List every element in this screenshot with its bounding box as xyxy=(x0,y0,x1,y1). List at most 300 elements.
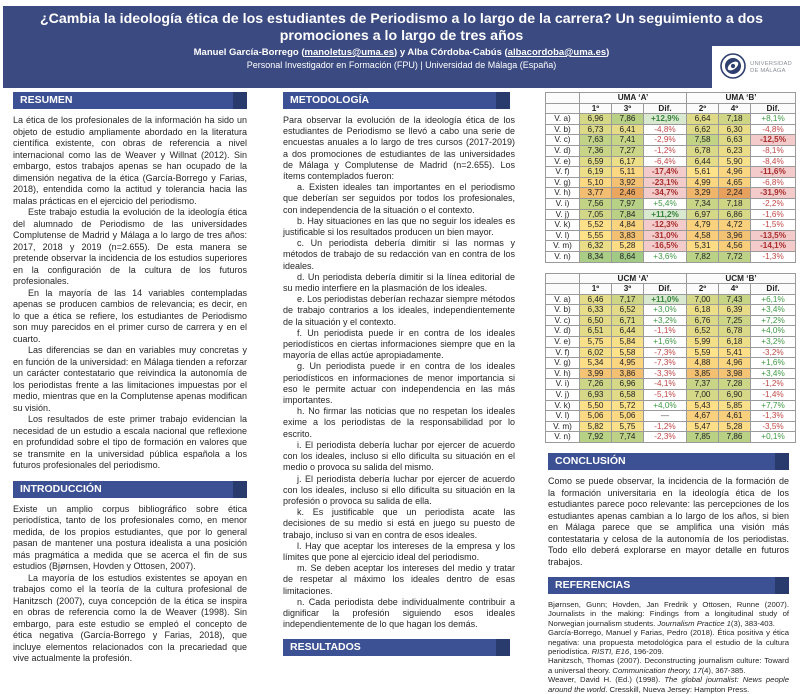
row-label: V. d) xyxy=(546,145,580,156)
table-row xyxy=(546,241,796,252)
table-cell: 7,28 xyxy=(719,379,751,390)
table-cell: 6,32 xyxy=(580,241,612,252)
table-cell: 5,10 xyxy=(580,177,612,188)
table-row xyxy=(546,167,796,178)
table-cell: 7,27 xyxy=(612,145,644,156)
table-cell: -23,1% xyxy=(644,177,687,188)
table-row xyxy=(546,145,796,156)
table-cell: -13,5% xyxy=(751,230,796,241)
table-cell: 7,00 xyxy=(687,390,719,401)
paragraph: e. Los periodistas deberían rechazar siempre métodos de trabajo contrarios a los ideales, independientemente de la situación y el contexto. xyxy=(283,294,515,327)
table-cell: 7,34 xyxy=(687,198,719,209)
table-cell: 6,86 xyxy=(719,209,751,220)
table-cell: 5,43 xyxy=(687,400,719,411)
table-cell: 7,17 xyxy=(612,294,644,305)
table-cell: -34,7% xyxy=(644,188,687,199)
table-cell: -1,2% xyxy=(751,379,796,390)
table-cell: 5,58 xyxy=(612,347,644,358)
introduccion-text xyxy=(13,504,247,665)
paragraph: d. Un periodista debería dimitir si la línea editorial de su medio interfiere en la plasmación de los ideales. xyxy=(283,271,515,294)
university-logo xyxy=(712,46,800,90)
table-cell: 6,41 xyxy=(612,124,644,135)
table-cell: 6,73 xyxy=(580,124,612,135)
row-label: V. k) xyxy=(546,400,580,411)
table-cell: 4,67 xyxy=(687,411,719,422)
table-cell: 5,34 xyxy=(580,358,612,369)
table-cell: 3,96 xyxy=(719,230,751,241)
reference-text: García-Borrego, Manuel y Farias, Pedro (2018). Ética positiva y ética negativa: una propuesta metodológica para el estudio de la cultura periodística. xyxy=(548,628,789,657)
table-cell: 7,63 xyxy=(580,135,612,146)
table-cell: +11,0% xyxy=(644,294,687,305)
paragraph: b. Hay situaciones en las que no seguir los ideales es justificable si los resultados producen un bien mayor. xyxy=(283,215,515,238)
table-cell: 7,43 xyxy=(719,294,751,305)
table-cell: 5,75 xyxy=(612,421,644,432)
table-cell: 6,02 xyxy=(580,347,612,358)
table-cell: +3,4% xyxy=(751,305,796,316)
row-label: V. d) xyxy=(546,326,580,337)
paragraph: g. Un periodista puede ir en contra de los ideales periodísticos en informaciones de menor importancia si eso le permite actuar con independencia en las más importantes. xyxy=(283,361,515,406)
table-row xyxy=(546,230,796,241)
paragraph: l. Hay que aceptar los intereses de la empresa y los límites que pone al ejercicio ideal del periodismo. xyxy=(283,540,515,562)
table-cell: 6,17 xyxy=(612,156,644,167)
table-cell: 5,47 xyxy=(687,421,719,432)
uma-emblem-icon xyxy=(720,53,746,84)
table-cell: 4,65 xyxy=(719,177,751,188)
table-cell: 5,72 xyxy=(612,400,644,411)
table-cell: 5,75 xyxy=(580,337,612,348)
paragraph: k. Es justificable que un periodista acate las decisiones de su medio si está en juego su puesto de trabajo, incluso si van en contra de esos ideales. xyxy=(283,507,515,540)
table-cell: 6,90 xyxy=(719,390,751,401)
ucm-results-table xyxy=(545,273,796,444)
group-header: UMA ‘B’ xyxy=(687,93,796,104)
column-header: Dif. xyxy=(751,284,796,295)
table-row xyxy=(546,198,796,209)
row-label: V. h) xyxy=(546,368,580,379)
row-label: V. b) xyxy=(546,305,580,316)
table-cell: 5,06 xyxy=(612,411,644,422)
table-cell: 7,84 xyxy=(612,209,644,220)
table-row xyxy=(546,337,796,348)
table-cell: 6,58 xyxy=(612,390,644,401)
table-cell: -11,6% xyxy=(751,167,796,178)
section-title: RESULTADOS xyxy=(290,641,361,654)
table-cell: 7,26 xyxy=(580,379,612,390)
column-header: Dif. xyxy=(644,103,687,114)
table-cell: 6,51 xyxy=(580,326,612,337)
row-label: V. a) xyxy=(546,114,580,125)
table-cell: 6,71 xyxy=(612,315,644,326)
table-cell: 7,85 xyxy=(687,432,719,443)
row-label: V. a) xyxy=(546,294,580,305)
table-cell: 7,41 xyxy=(612,135,644,146)
table-cell: 4,96 xyxy=(719,358,751,369)
table-cell: 6,78 xyxy=(719,326,751,337)
table-cell: +6,1% xyxy=(751,294,796,305)
table-cell: -31,0% xyxy=(644,230,687,241)
table-corner-cell xyxy=(546,273,580,284)
table-row xyxy=(546,220,796,231)
byline-text: ) xyxy=(606,47,610,58)
table-cell: +1,6% xyxy=(644,337,687,348)
paragraph: j. El periodista debería luchar por ejercer de acuerdo con los ideales, incluso si ello dificulta su situación en la profesión o provoca su salida de ella. xyxy=(283,473,515,506)
table-cell: -5,1% xyxy=(644,390,687,401)
table-cell: 5,28 xyxy=(612,241,644,252)
metodologia-items xyxy=(283,182,515,630)
header-band xyxy=(3,6,800,88)
paragraph: Como se puede observar, la incidencia de la formación de la formación universitaria en la ideología ética de los estudiantes parece poco relevante: las percepciones de los estudiantes apenas cambian a lo largo de los años, si bien en Málaga parece que se amplifica una visión más contestataria y celosa de la autonomía de los periodistas. Todo ello deberá explorarse en mayor detalle en futuros trabajos. xyxy=(548,476,789,567)
table-cell: 4,61 xyxy=(719,411,751,422)
table-cell: 3,85 xyxy=(687,368,719,379)
table-cell: 6,44 xyxy=(612,326,644,337)
table-cell: 7,86 xyxy=(719,432,751,443)
table-row xyxy=(546,315,796,326)
row-label: V. h) xyxy=(546,188,580,199)
table-row xyxy=(546,156,796,167)
table-cell: 8,34 xyxy=(580,251,612,262)
section-header-metodologia xyxy=(283,92,510,109)
logo-line1: UNIVERSIDAD xyxy=(750,61,792,67)
section-header-resumen xyxy=(13,92,247,109)
table-cell: -1,2% xyxy=(644,145,687,156)
table-cell: 6,23 xyxy=(719,145,751,156)
table-cell: 6,63 xyxy=(719,135,751,146)
authors-line xyxy=(3,47,800,58)
table-row xyxy=(546,135,796,146)
section-title: INTRODUCCIÓN xyxy=(20,482,102,495)
left-column xyxy=(13,92,247,665)
table-cell: 3,29 xyxy=(687,188,719,199)
table-cell: 4,88 xyxy=(687,358,719,369)
table-cell: 7,36 xyxy=(580,145,612,156)
table-cell: +7,7% xyxy=(751,400,796,411)
table-cell: 4,84 xyxy=(612,220,644,231)
table-corner-cell xyxy=(546,103,580,114)
paragraph: La mayoría de los estudios existentes se apoyan en trabajos como el la teoría de la cultura profesional de Hanitzsch (2007), cuya concepción de la ética se inspira en obras de referencia como la de Weaver (1998). Sin embargo, para este estudio se empleó el concepto de ética negativa (García-Borrego y Farias, 2018), que incluye elementos relacionados con la precariedad que vive actualmente la profesión. xyxy=(13,572,247,663)
table-cell: -3,5% xyxy=(751,421,796,432)
column-header: 2º xyxy=(687,103,719,114)
table-cell: 5,99 xyxy=(687,337,719,348)
table-cell: -7,3% xyxy=(644,347,687,358)
table-cell: 6,93 xyxy=(580,390,612,401)
table-cell: 3,86 xyxy=(612,368,644,379)
table-cell: 7,18 xyxy=(719,198,751,209)
table-row xyxy=(546,251,796,262)
table-cell: +8,1% xyxy=(751,114,796,125)
group-header: UMA ‘A’ xyxy=(580,93,687,104)
reference-text: Weaver, David H. (Ed.) (1998). xyxy=(548,675,665,685)
table-row xyxy=(546,326,796,337)
row-label: V. e) xyxy=(546,337,580,348)
table-cell: 6,97 xyxy=(687,209,719,220)
table-row xyxy=(546,411,796,422)
table-cell: +3,0% xyxy=(644,305,687,316)
table-cell: 3,98 xyxy=(719,368,751,379)
reference-entry xyxy=(548,656,789,675)
table-row xyxy=(546,305,796,316)
table-cell: +3,2% xyxy=(644,315,687,326)
table-row xyxy=(546,368,796,379)
group-header: UCM ‘A’ xyxy=(580,273,687,284)
reference-entry xyxy=(548,675,789,694)
table-cell: 7,56 xyxy=(580,198,612,209)
reference-journal: RISTI, E16 xyxy=(591,647,630,657)
row-label: V. m) xyxy=(546,241,580,252)
table-cell: -1,6% xyxy=(751,209,796,220)
table-cell: 6,96 xyxy=(580,114,612,125)
university-logo-text xyxy=(750,61,792,75)
table-cell: -4,8% xyxy=(644,124,687,135)
table-cell: +11,2% xyxy=(644,209,687,220)
reference-text: . Cresskill, Nueva Jersey: Hampton Press. xyxy=(605,684,750,694)
section-header-resultados xyxy=(283,639,510,656)
row-label: V. b) xyxy=(546,124,580,135)
table-cell: 8,64 xyxy=(612,251,644,262)
row-label: V. n) xyxy=(546,251,580,262)
column-header: 4º xyxy=(719,284,751,295)
reference-text: (4), 367-385. xyxy=(701,665,746,675)
affiliation-line: Personal Investigador en Formación (FPU) | Universidad de Málaga (España) xyxy=(246,60,557,70)
section-title: REFERENCIAS xyxy=(555,579,631,591)
table-cell: -1,1% xyxy=(644,326,687,337)
table-cell: -2,9% xyxy=(644,135,687,146)
reference-text: Bjørnsen, Gunn; Hovden, Jan Fredrik y Ottosen, Runne (2007). Journalists in the making: Findings from a longitudinal study of Norwegian journalism students. xyxy=(548,600,789,628)
paragraph: Para observar la evolución de la ideología ética de los estudiantes de Periodismo se llevó a cabo una serie de encuestas anuales a lo largo de tres cursos (2017-2019) a dos promociones de estudiantes de las universidades de Málaga y Complutense de Madrid (n=2.655). Los ítems contemplados fueron: xyxy=(283,115,515,182)
reference-journal: Communication theory, 17 xyxy=(612,665,702,675)
reference-text: , 196-209. xyxy=(629,647,664,657)
table-cell: 5,41 xyxy=(719,347,751,358)
paragraph: n. Cada periodista debe individualmente contribuir a dignificar la profesión siguiendo esos ideales independientemente de lo que hagan los demás. xyxy=(283,596,515,630)
paragraph: i. El periodista debería luchar por ejercer de acuerdo con los ideales, incluso si ello dificulta su situación en el medio o provoca su salida del mismo. xyxy=(283,439,515,473)
table-cell: -8,4% xyxy=(751,156,796,167)
table-cell: -1,3% xyxy=(751,411,796,422)
paragraph: Este trabajo estudia la evolución de la ideología ética del alumnado de Periodismo de las universidades Complutense de Madrid y Málaga a lo largo de tres años: 2017, 2018 y 2019 (n=2.655). De esta manera se pretende observar la incidencia de los estudios superiores en la configuración de la cultura de los futuros profesionales. xyxy=(13,207,247,286)
table-cell: +1,6% xyxy=(751,358,796,369)
table-row xyxy=(546,358,796,369)
table-cell: -2,3% xyxy=(644,432,687,443)
byline-text: Manuel García-Borrego ( xyxy=(193,47,305,58)
table-cell: +3,4% xyxy=(751,368,796,379)
table-cell: 6,33 xyxy=(580,305,612,316)
table-cell: 7,37 xyxy=(687,379,719,390)
table-cell: 3,92 xyxy=(612,177,644,188)
table-cell: 7,86 xyxy=(612,114,644,125)
table-cell: 5,90 xyxy=(719,156,751,167)
reference-text: Hanitzsch, Thomas (2007). Deconstructing journalism culture: Toward a universal theory. xyxy=(548,656,789,675)
table-cell: 5,55 xyxy=(580,230,612,241)
table-cell: 7,82 xyxy=(687,251,719,262)
resumen-text xyxy=(13,115,247,472)
row-label: V. c) xyxy=(546,315,580,326)
column-header: 3º xyxy=(612,284,644,295)
table-cell: 4,79 xyxy=(687,220,719,231)
table-cell: 7,05 xyxy=(580,209,612,220)
table-cell: 6,78 xyxy=(687,145,719,156)
table-cell: -4,1% xyxy=(644,379,687,390)
table-cell: +3,2% xyxy=(751,337,796,348)
row-label: V. i) xyxy=(546,198,580,209)
table-cell: 6,62 xyxy=(687,124,719,135)
paragraph: En la mayoría de las 14 variables contempladas apenas se producen cambios de relevancia; es decir, en lo que a ética se refiere, los estudiantes de Periodismo son muy parecidos en el primer curso de carrera y en el cuarto. xyxy=(13,287,247,344)
table-corner-cell xyxy=(546,284,580,295)
byline-text: ) y Alba Córdoba-Cabús ( xyxy=(394,47,508,58)
table-cell: +3,6% xyxy=(644,251,687,262)
table-cell: 6,96 xyxy=(612,379,644,390)
table-cell: 6,44 xyxy=(687,156,719,167)
table-cell: 4,95 xyxy=(612,358,644,369)
section-title: METODOLOGÍA xyxy=(290,94,370,106)
row-label: V. j) xyxy=(546,390,580,401)
table-cell: -17,4% xyxy=(644,167,687,178)
table-cell: 7,74 xyxy=(612,432,644,443)
table-cell: 7,18 xyxy=(719,114,751,125)
right-column xyxy=(542,92,795,694)
table-cell: 4,56 xyxy=(719,241,751,252)
paragraph: a. Existen ideales tan importantes en el periodismo que deberían ser seguidos por todos los profesionales, con independencia de la situación o el contexto. xyxy=(283,182,515,215)
table-row xyxy=(546,421,796,432)
column-header: Dif. xyxy=(644,284,687,295)
table-cell: 3,99 xyxy=(580,368,612,379)
column-header: 1º xyxy=(580,103,612,114)
table-row xyxy=(546,390,796,401)
row-label: V. n) xyxy=(546,432,580,443)
table-cell: 7,92 xyxy=(580,432,612,443)
references-list xyxy=(548,600,789,694)
column-header: 4º xyxy=(719,103,751,114)
table-row xyxy=(546,114,796,125)
table-cell: 7,58 xyxy=(687,135,719,146)
table-cell: 5,28 xyxy=(719,421,751,432)
row-label: V. m) xyxy=(546,421,580,432)
table-cell: -7,3% xyxy=(644,358,687,369)
table-cell: — xyxy=(644,411,687,422)
table-row xyxy=(546,379,796,390)
table-cell: +5,4% xyxy=(644,198,687,209)
reference-journal: Journalism Practice 1 xyxy=(657,618,731,628)
uma-results-table xyxy=(545,92,796,263)
table-cell: 4,99 xyxy=(687,177,719,188)
table-cell: 4,72 xyxy=(719,220,751,231)
section-header-referencias xyxy=(548,577,789,594)
paragraph: Los resultados de este primer trabajo evidencian la necesidad de un estudio a escala nacional que reflexione en profundidad sobre el tipo de formación en valores que se transmite en la universidad pública española a los futuros profesionales del periodismo. xyxy=(13,414,247,470)
table-cell: -2,2% xyxy=(751,198,796,209)
table-cell: 5,52 xyxy=(580,220,612,231)
middle-column xyxy=(283,92,515,662)
table-cell: -8,1% xyxy=(751,145,796,156)
column-header: 3º xyxy=(612,103,644,114)
table-cell: 2,46 xyxy=(612,188,644,199)
table-row xyxy=(546,188,796,199)
table-cell: 7,25 xyxy=(719,315,751,326)
paragraph: f. Un periodista puede ir en contra de los ideales periodísticos en ciertas informaciones siempre que en la mayoría de ellas actúe apropiadamente. xyxy=(283,327,515,361)
table-cell: 5,84 xyxy=(612,337,644,348)
table-cell: -4,8% xyxy=(751,124,796,135)
paragraph: m. Se deben aceptar los intereses del medio y tratar de respetar al máximo los ideales dentro de esas limitaciones. xyxy=(283,563,515,596)
row-label: V. c) xyxy=(546,135,580,146)
table-cell: 7,00 xyxy=(687,294,719,305)
table-cell: +4,0% xyxy=(644,400,687,411)
table-cell: -12,3% xyxy=(644,220,687,231)
table-cell: +12,9% xyxy=(644,114,687,125)
section-header-conclusion xyxy=(548,453,789,470)
paragraph: La ética de los profesionales de la información ha sido un objeto de estudio ampliamente abordado en la literatura científica existente, con obras de referencia a nivel internacional como las de Weaver y Willnat (2012). Sin embargo, estos trabajos apenas se han ocupado de la dimensión negativa de la ética (García-Borrego y Farias, 2018), entendida como la actitud y tolerancia hacia las malas prácticas en el ejercicio del periodismo. xyxy=(13,115,247,206)
table-cell: -3,3% xyxy=(644,368,687,379)
section-header-introduccion xyxy=(13,481,247,498)
column-header: 1º xyxy=(580,284,612,295)
table-cell: 5,50 xyxy=(580,400,612,411)
table-cell: 6,76 xyxy=(687,315,719,326)
logo-line2: DE MÁLAGA xyxy=(750,68,786,74)
table-cell: 4,58 xyxy=(687,230,719,241)
row-label: V. k) xyxy=(546,220,580,231)
table-cell: 6,18 xyxy=(687,305,719,316)
table-row xyxy=(546,177,796,188)
table-cell: 3,83 xyxy=(612,230,644,241)
table-cell: 6,50 xyxy=(580,315,612,326)
table-cell: -1,4% xyxy=(751,390,796,401)
row-label: V. l) xyxy=(546,230,580,241)
table-cell: 6,59 xyxy=(580,156,612,167)
table-cell: -1,2% xyxy=(644,421,687,432)
row-label: V. g) xyxy=(546,177,580,188)
email-link[interactable]: manoletus@uma.es xyxy=(304,47,395,58)
table-cell: 5,61 xyxy=(687,167,719,178)
table-row xyxy=(546,400,796,411)
reference-entry xyxy=(548,628,789,656)
table-row xyxy=(546,294,796,305)
table-cell: -12,5% xyxy=(751,135,796,146)
reference-journal: The global journalist: News people around the world xyxy=(548,675,789,694)
row-label: V. e) xyxy=(546,156,580,167)
table-row xyxy=(546,209,796,220)
table-cell: 6,18 xyxy=(719,337,751,348)
poster-title: ¿Cambia la ideología ética de los estudiantes de Periodismo a lo largo de la carrera? Un seguimiento a dos promociones a lo largo de tres años xyxy=(40,11,763,44)
row-label: V. l) xyxy=(546,411,580,422)
table-cell: 6,39 xyxy=(719,305,751,316)
table-row xyxy=(546,347,796,358)
table-row xyxy=(546,432,796,443)
table-cell: 7,72 xyxy=(719,251,751,262)
column-header: Dif. xyxy=(751,103,796,114)
paragraph: h. No firmar las noticias que no respetan los ideales exime a los periodistas de la responsabilidad por lo escrito. xyxy=(283,406,515,439)
table-cell: -6,4% xyxy=(644,156,687,167)
table-cell: -3,2% xyxy=(751,347,796,358)
table-row xyxy=(546,124,796,135)
paragraph: c. Un periodista debería dimitir si las normas y métodos de trabajo de su redacción van en contra de los ideales. xyxy=(283,238,515,271)
email-link[interactable]: albacordoba@uma.es xyxy=(507,47,607,58)
table-cell: -16,5% xyxy=(644,241,687,252)
table-cell: 3,77 xyxy=(580,188,612,199)
row-label: V. j) xyxy=(546,209,580,220)
section-title: RESUMEN xyxy=(20,94,73,106)
row-label: V. f) xyxy=(546,347,580,358)
table-cell: 6,30 xyxy=(719,124,751,135)
table-cell: 7,97 xyxy=(612,198,644,209)
reference-text: (3), 383-403. xyxy=(730,618,775,628)
table-cell: 6,19 xyxy=(580,167,612,178)
table-cell: 2,24 xyxy=(719,188,751,199)
table-cell: 5,59 xyxy=(687,347,719,358)
row-label: V. g) xyxy=(546,358,580,369)
table-cell: 6,52 xyxy=(687,326,719,337)
table-cell: -1,3% xyxy=(751,251,796,262)
table-cell: 6,52 xyxy=(612,305,644,316)
table-cell: +4,0% xyxy=(751,326,796,337)
table-cell: 5,31 xyxy=(687,241,719,252)
table-cell: 5,82 xyxy=(580,421,612,432)
table-cell: +7,2% xyxy=(751,315,796,326)
reference-entry xyxy=(548,600,789,628)
table-cell: 6,64 xyxy=(687,114,719,125)
